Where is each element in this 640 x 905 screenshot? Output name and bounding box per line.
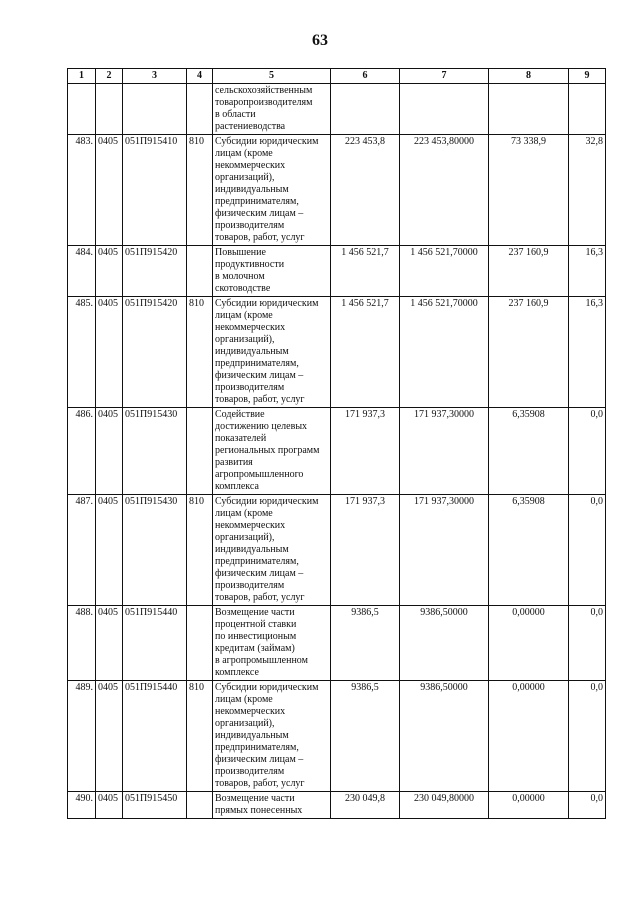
planned-amount: 9386,5 — [331, 681, 400, 792]
target-article-code: 051П915440 — [123, 606, 187, 681]
section-code: 0405 — [96, 495, 123, 606]
target-article-code: 051П915420 — [123, 297, 187, 408]
target-article-code: 051П915410 — [123, 135, 187, 246]
item-name: Субсидии юридическим лицам (кроме некоммерческих организаций), индивидуальным предпринимателям, физическим лицам – производителям товаров, работ, услуг — [213, 681, 331, 792]
planned-amount: 1 456 521,7 — [331, 297, 400, 408]
column-header: 9 — [569, 69, 606, 84]
item-name: Субсидии юридическим лицам (кроме некоммерческих организаций), индивидуальным предпринимателям, физическим лицам – производителям товаров, работ, услуг — [213, 297, 331, 408]
column-header: 2 — [96, 69, 123, 84]
item-name: Повышение продуктивности в молочном скотоводстве — [213, 246, 331, 297]
expense-type-code — [187, 408, 213, 495]
row-number: 486. — [68, 408, 96, 495]
planned-amount — [331, 84, 400, 135]
item-name: Возмещение части процентной ставки по инвестиционым кредитам (займам) в агропромышленном комплексе — [213, 606, 331, 681]
column-header: 6 — [331, 69, 400, 84]
executed-amount: 6,35908 — [489, 408, 569, 495]
expense-type-code: 810 — [187, 135, 213, 246]
section-code: 0405 — [96, 606, 123, 681]
planned-amount-full: 171 937,30000 — [400, 495, 489, 606]
executed-amount: 237 160,9 — [489, 297, 569, 408]
section-code: 0405 — [96, 408, 123, 495]
table-row — [68, 84, 606, 135]
row-number: 489. — [68, 681, 96, 792]
execution-percent: 32,8 — [569, 135, 606, 246]
executed-amount: 0,00000 — [489, 681, 569, 792]
expense-type-code: 810 — [187, 297, 213, 408]
row-number: 484. — [68, 246, 96, 297]
item-name: Возмещение части прямых понесенных — [213, 792, 331, 819]
planned-amount: 9386,5 — [331, 606, 400, 681]
target-article-code — [123, 84, 187, 135]
section-code: 0405 — [96, 297, 123, 408]
planned-amount-full: 1 456 521,70000 — [400, 246, 489, 297]
item-name: Субсидии юридическим лицам (кроме некоммерческих организаций), индивидуальным предпринимателям, физическим лицам – производителям товаров, работ, услуг — [213, 135, 331, 246]
executed-amount: 73 338,9 — [489, 135, 569, 246]
planned-amount-full — [400, 84, 489, 135]
executed-amount: 0,00000 — [489, 792, 569, 819]
execution-percent: 0,0 — [569, 681, 606, 792]
target-article-code: 051П915430 — [123, 495, 187, 606]
planned-amount: 171 937,3 — [331, 495, 400, 606]
item-name: Субсидии юридическим лицам (кроме некоммерческих организаций), индивидуальным предпринимателям, физическим лицам – производителям товаров, работ, услуг — [213, 495, 331, 606]
budget-table — [67, 68, 606, 819]
planned-amount: 223 453,8 — [331, 135, 400, 246]
planned-amount-full: 171 937,30000 — [400, 408, 489, 495]
planned-amount-full: 1 456 521,70000 — [400, 297, 489, 408]
row-number: 488. — [68, 606, 96, 681]
page-number: 63 — [312, 32, 328, 49]
row-number — [68, 84, 96, 135]
table-row — [68, 495, 606, 606]
table-row — [68, 135, 606, 246]
column-header: 5 — [213, 69, 331, 84]
row-number: 483. — [68, 135, 96, 246]
target-article-code: 051П915430 — [123, 408, 187, 495]
column-header: 7 — [400, 69, 489, 84]
table-row — [68, 606, 606, 681]
table-body — [68, 84, 606, 819]
section-code: 0405 — [96, 681, 123, 792]
column-header: 1 — [68, 69, 96, 84]
table-row — [68, 246, 606, 297]
section-code: 0405 — [96, 792, 123, 819]
execution-percent: 0,0 — [569, 408, 606, 495]
planned-amount: 230 049,8 — [331, 792, 400, 819]
planned-amount-full: 223 453,80000 — [400, 135, 489, 246]
target-article-code: 051П915420 — [123, 246, 187, 297]
executed-amount: 237 160,9 — [489, 246, 569, 297]
executed-amount: 6,35908 — [489, 495, 569, 606]
planned-amount: 171 937,3 — [331, 408, 400, 495]
planned-amount-full: 9386,50000 — [400, 606, 489, 681]
target-article-code: 051П915450 — [123, 792, 187, 819]
expense-type-code — [187, 246, 213, 297]
expense-type-code — [187, 84, 213, 135]
section-code — [96, 84, 123, 135]
item-name: сельскохозяйственным товаропроизводителям в области растениеводства — [213, 84, 331, 135]
item-name: Содействие достижению целевых показателей региональных программ развития агропромышленного комплекса — [213, 408, 331, 495]
expense-type-code: 810 — [187, 495, 213, 606]
expense-type-code: 810 — [187, 681, 213, 792]
execution-percent — [569, 84, 606, 135]
table-row — [68, 681, 606, 792]
executed-amount — [489, 84, 569, 135]
execution-percent: 0,0 — [569, 606, 606, 681]
header-row — [68, 69, 606, 84]
target-article-code: 051П915440 — [123, 681, 187, 792]
table-row — [68, 408, 606, 495]
execution-percent: 0,0 — [569, 495, 606, 606]
column-header: 4 — [187, 69, 213, 84]
row-number: 485. — [68, 297, 96, 408]
section-code: 0405 — [96, 246, 123, 297]
planned-amount: 1 456 521,7 — [331, 246, 400, 297]
expense-type-code — [187, 606, 213, 681]
execution-percent: 0,0 — [569, 792, 606, 819]
execution-percent: 16,3 — [569, 246, 606, 297]
planned-amount-full: 230 049,80000 — [400, 792, 489, 819]
column-header: 8 — [489, 69, 569, 84]
table-row — [68, 297, 606, 408]
section-code: 0405 — [96, 135, 123, 246]
row-number: 490. — [68, 792, 96, 819]
execution-percent: 16,3 — [569, 297, 606, 408]
column-header: 3 — [123, 69, 187, 84]
row-number: 487. — [68, 495, 96, 606]
executed-amount: 0,00000 — [489, 606, 569, 681]
planned-amount-full: 9386,50000 — [400, 681, 489, 792]
table-row — [68, 792, 606, 819]
expense-type-code — [187, 792, 213, 819]
